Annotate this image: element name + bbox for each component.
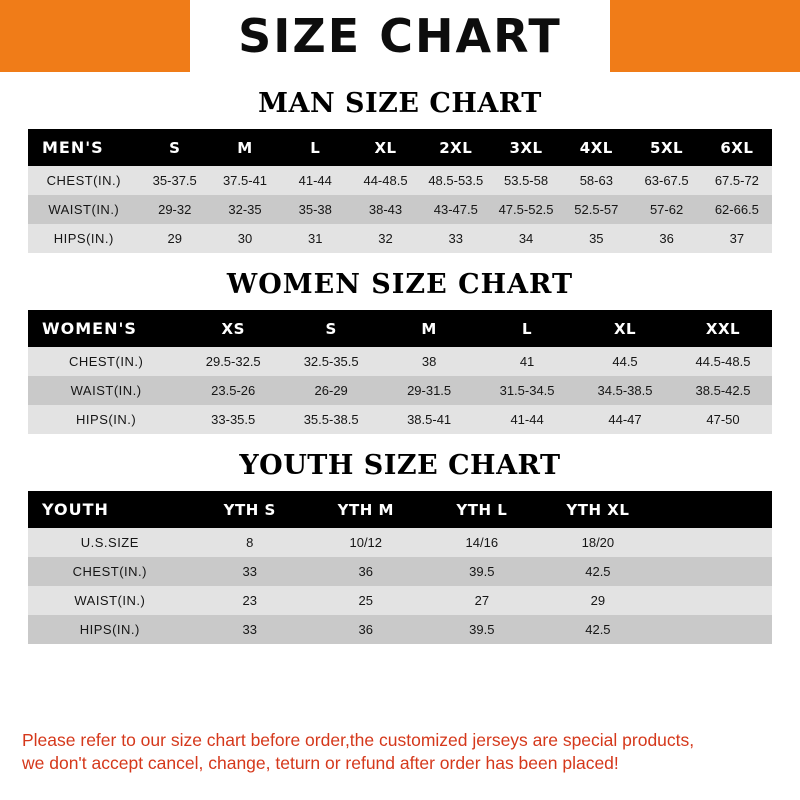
table-cell: 33 bbox=[421, 224, 491, 253]
column-header: 5XL bbox=[631, 129, 701, 166]
column-header: 2XL bbox=[421, 129, 491, 166]
table-cell: 32-35 bbox=[210, 195, 280, 224]
table-cell: 14/16 bbox=[424, 528, 540, 557]
table-cell: 27 bbox=[424, 586, 540, 615]
youth-size-table bbox=[28, 491, 772, 644]
table-cell: 37 bbox=[702, 224, 772, 253]
table-cell: 42.5 bbox=[540, 615, 656, 644]
table-cell: 48.5-53.5 bbox=[421, 166, 491, 195]
footer-line-1: Please refer to our size chart before order,the customized jerseys are special products, bbox=[22, 729, 695, 750]
table-cell: 41-44 bbox=[280, 166, 350, 195]
column-header: YOUTH bbox=[28, 491, 192, 528]
table-cell: 39.5 bbox=[424, 557, 540, 586]
table-row bbox=[28, 615, 772, 644]
youth-section-title: YOUTH SIZE CHART bbox=[239, 450, 561, 481]
column-header: YTH M bbox=[308, 491, 424, 528]
table-header-row bbox=[28, 491, 772, 528]
table-cell: 25 bbox=[308, 586, 424, 615]
table-cell: 29-31.5 bbox=[380, 376, 478, 405]
women-section-title: WOMEN SIZE CHART bbox=[226, 269, 574, 300]
table-row bbox=[28, 405, 772, 434]
table-cell: 29.5-32.5 bbox=[184, 347, 282, 376]
column-header: M bbox=[380, 310, 478, 347]
table-cell: 58-63 bbox=[561, 166, 631, 195]
row-label: HIPS(IN.) bbox=[28, 224, 140, 253]
table-cell: 23 bbox=[192, 586, 308, 615]
footer-line-2: we don't accept cancel, change, teturn or refund after order has been placed! bbox=[22, 753, 619, 774]
table-cell: 10/12 bbox=[308, 528, 424, 557]
table-cell: 42.5 bbox=[540, 557, 656, 586]
bottom-spacer bbox=[0, 786, 800, 800]
column-header: S bbox=[282, 310, 380, 347]
table-row bbox=[28, 557, 772, 586]
table-cell: 29-32 bbox=[140, 195, 210, 224]
youth-table-wrap bbox=[0, 491, 800, 644]
table-cell: 35-37.5 bbox=[140, 166, 210, 195]
table-cell: 23.5-26 bbox=[184, 376, 282, 405]
table-cell: 33 bbox=[192, 557, 308, 586]
column-header: XS bbox=[184, 310, 282, 347]
row-label: CHEST(IN.) bbox=[28, 166, 140, 195]
table-cell: 29 bbox=[140, 224, 210, 253]
table-cell: 63-67.5 bbox=[631, 166, 701, 195]
table-cell: 8 bbox=[192, 528, 308, 557]
table-row bbox=[28, 347, 772, 376]
column-header: MEN'S bbox=[28, 129, 140, 166]
table-cell: 37.5-41 bbox=[210, 166, 280, 195]
table-cell: 36 bbox=[631, 224, 701, 253]
row-label: U.S.SIZE bbox=[28, 528, 192, 557]
table-cell: 53.5-58 bbox=[491, 166, 561, 195]
table-cell: 36 bbox=[308, 615, 424, 644]
women-size-table bbox=[28, 310, 772, 434]
header-accent-right bbox=[610, 0, 800, 72]
column-header: 3XL bbox=[491, 129, 561, 166]
table-cell: 34 bbox=[491, 224, 561, 253]
table-row bbox=[28, 195, 772, 224]
table-cell: 62-66.5 bbox=[702, 195, 772, 224]
table-cell: 44.5 bbox=[576, 347, 674, 376]
table-cell-empty bbox=[656, 615, 772, 644]
table-cell: 38 bbox=[380, 347, 478, 376]
table-cell: 57-62 bbox=[631, 195, 701, 224]
column-header: YTH S bbox=[192, 491, 308, 528]
table-cell: 44-48.5 bbox=[350, 166, 420, 195]
women-table-wrap bbox=[0, 310, 800, 434]
table-cell: 35.5-38.5 bbox=[282, 405, 380, 434]
table-cell: 43-47.5 bbox=[421, 195, 491, 224]
table-cell: 32.5-35.5 bbox=[282, 347, 380, 376]
table-cell: 32 bbox=[350, 224, 420, 253]
man-size-table bbox=[28, 129, 772, 253]
table-cell: 67.5-72 bbox=[702, 166, 772, 195]
column-header: L bbox=[280, 129, 350, 166]
table-cell: 26-29 bbox=[282, 376, 380, 405]
table-cell: 34.5-38.5 bbox=[576, 376, 674, 405]
column-header: 6XL bbox=[702, 129, 772, 166]
table-cell: 36 bbox=[308, 557, 424, 586]
footer-notice bbox=[0, 715, 800, 786]
column-header: XL bbox=[576, 310, 674, 347]
column-header: YTH L bbox=[424, 491, 540, 528]
table-cell: 35-38 bbox=[280, 195, 350, 224]
table-cell: 47.5-52.5 bbox=[491, 195, 561, 224]
table-cell: 39.5 bbox=[424, 615, 540, 644]
table-cell: 47-50 bbox=[674, 405, 772, 434]
table-row bbox=[28, 376, 772, 405]
table-row bbox=[28, 224, 772, 253]
row-label: WAIST(IN.) bbox=[28, 586, 192, 615]
table-cell: 44-47 bbox=[576, 405, 674, 434]
header-band bbox=[0, 0, 800, 72]
table-row bbox=[28, 166, 772, 195]
table-cell: 52.5-57 bbox=[561, 195, 631, 224]
column-header: XXL bbox=[674, 310, 772, 347]
man-table-wrap bbox=[0, 129, 800, 253]
man-section-title: MAN SIZE CHART bbox=[258, 88, 542, 119]
row-label: HIPS(IN.) bbox=[28, 615, 192, 644]
column-header-empty bbox=[656, 491, 772, 528]
table-cell: 38-43 bbox=[350, 195, 420, 224]
table-cell-empty bbox=[656, 557, 772, 586]
row-label: CHEST(IN.) bbox=[28, 557, 192, 586]
row-label: CHEST(IN.) bbox=[28, 347, 184, 376]
table-cell: 30 bbox=[210, 224, 280, 253]
row-label: HIPS(IN.) bbox=[28, 405, 184, 434]
table-cell: 33 bbox=[192, 615, 308, 644]
table-cell: 31 bbox=[280, 224, 350, 253]
table-cell-empty bbox=[656, 528, 772, 557]
column-header: 4XL bbox=[561, 129, 631, 166]
header-accent-left bbox=[0, 0, 190, 72]
table-cell: 31.5-34.5 bbox=[478, 376, 576, 405]
column-header: WOMEN'S bbox=[28, 310, 184, 347]
table-cell: 41 bbox=[478, 347, 576, 376]
table-row bbox=[28, 586, 772, 615]
table-cell: 38.5-42.5 bbox=[674, 376, 772, 405]
table-cell: 18/20 bbox=[540, 528, 656, 557]
column-header: S bbox=[140, 129, 210, 166]
table-row bbox=[28, 528, 772, 557]
row-label: WAIST(IN.) bbox=[28, 195, 140, 224]
table-cell: 29 bbox=[540, 586, 656, 615]
table-cell: 41-44 bbox=[478, 405, 576, 434]
column-header: L bbox=[478, 310, 576, 347]
column-header: XL bbox=[350, 129, 420, 166]
row-label: WAIST(IN.) bbox=[28, 376, 184, 405]
page-title: SIZE CHART bbox=[238, 9, 562, 63]
column-header: M bbox=[210, 129, 280, 166]
table-cell: 33-35.5 bbox=[184, 405, 282, 434]
table-cell: 44.5-48.5 bbox=[674, 347, 772, 376]
column-header: YTH XL bbox=[540, 491, 656, 528]
table-cell: 35 bbox=[561, 224, 631, 253]
table-cell-empty bbox=[656, 586, 772, 615]
table-header-row bbox=[28, 129, 772, 166]
table-cell: 38.5-41 bbox=[380, 405, 478, 434]
table-header-row bbox=[28, 310, 772, 347]
